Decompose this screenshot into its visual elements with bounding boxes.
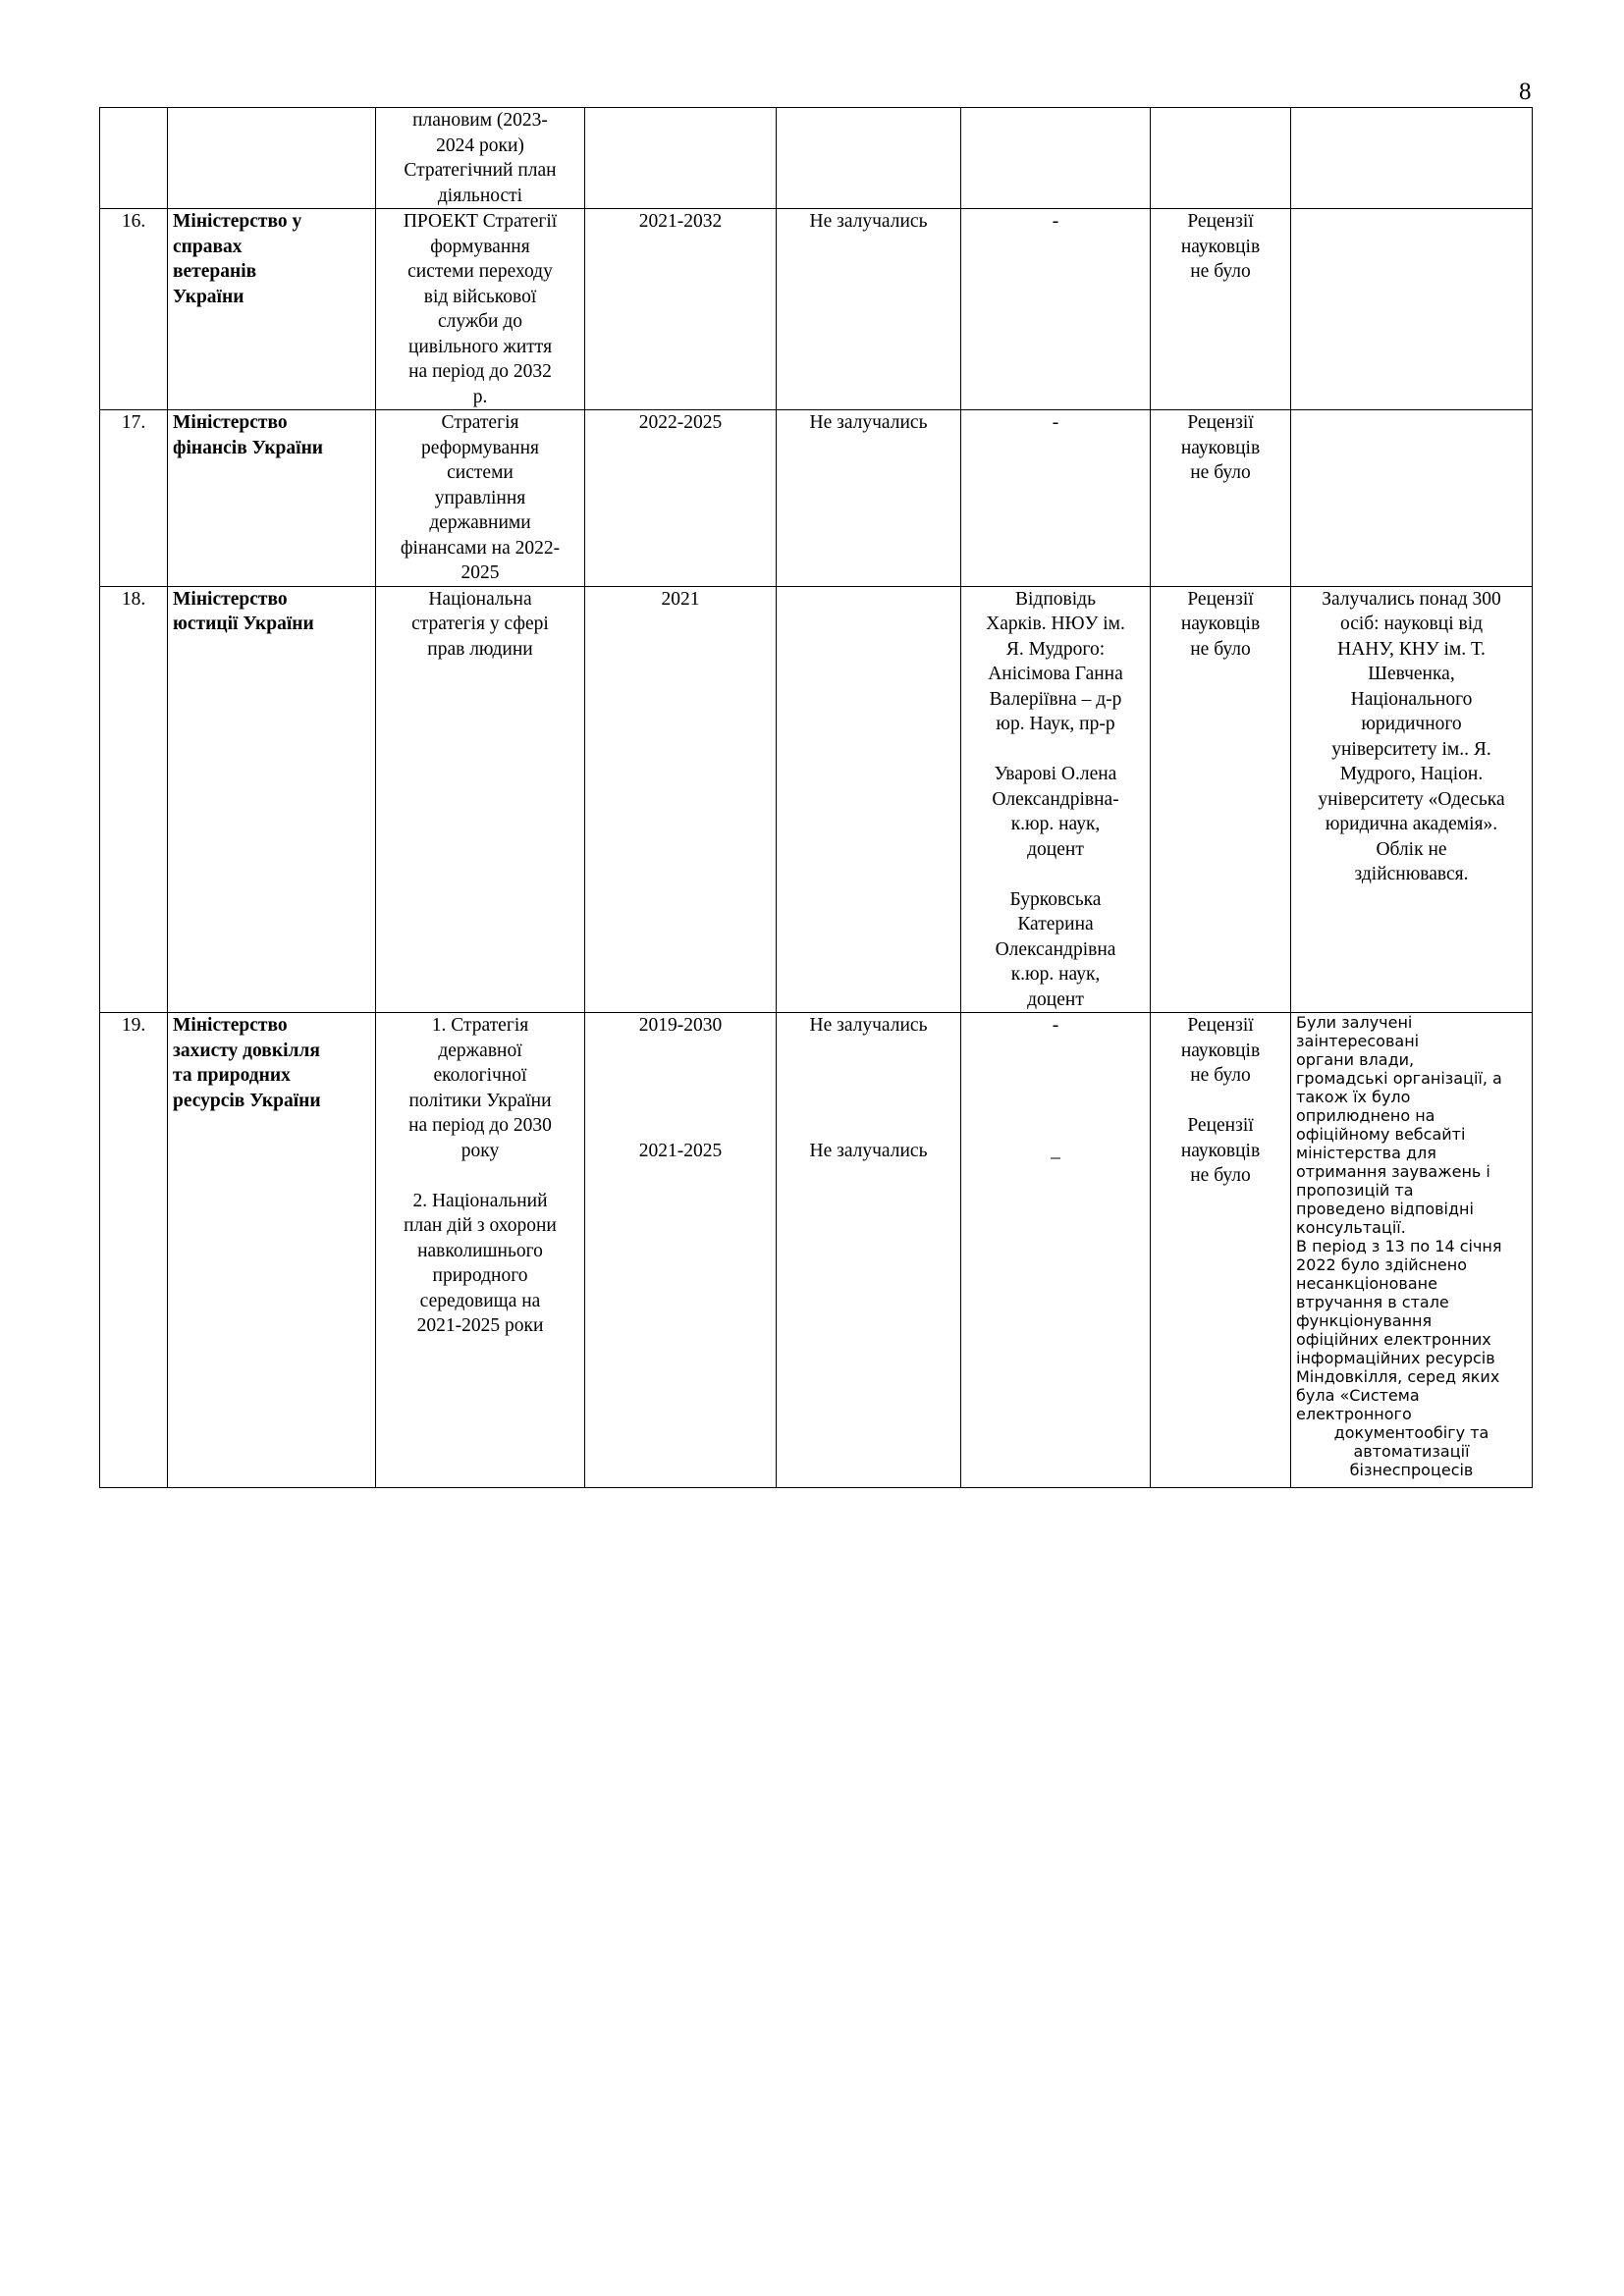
reviewers-status bbox=[1151, 108, 1291, 209]
table-row bbox=[100, 1013, 1533, 1488]
row-number: 17. bbox=[100, 410, 168, 587]
involvement bbox=[777, 108, 961, 209]
involvement: Не залучались bbox=[777, 209, 961, 410]
row-number bbox=[100, 108, 168, 209]
review-response: - bbox=[961, 410, 1151, 587]
ministry-name: Міністерство у справах ветеранів України bbox=[168, 209, 376, 410]
row-number: 18. bbox=[100, 586, 168, 1013]
ministry-name: Міністерство захисту довкілля та природних ресурсів України bbox=[168, 1013, 376, 1488]
review-response: Відповідь Харків. НЮУ ім. Я. Мудрого: Анісімова Ганна Валеріївна – д-р юр. Наук, пр-р Уварові О.лена Олександрівна- к.юр. наук, доцент Бурковська Катерина Олександрівна к.юр. наук, доцент bbox=[961, 586, 1151, 1013]
notes-text-continued: документообігу та автоматизації бізнеспроцесів bbox=[1333, 1423, 1489, 1479]
notes: Залучались понад 300 осіб: науковці від НАНУ, КНУ ім. Т. Шевченка, Національного юридичного університету ім.. Я. Мудрого, Націон. університету «Одеська юридична академія». Облік не здійснювався. bbox=[1291, 586, 1533, 1013]
table-row bbox=[100, 410, 1533, 587]
review-response bbox=[961, 108, 1151, 209]
strategy-document: плановим (2023- 2024 роки) Стратегічний план діяльності bbox=[376, 108, 585, 209]
row-number: 16. bbox=[100, 209, 168, 410]
reviewers-status: Рецензії науковців не було bbox=[1151, 209, 1291, 410]
review-response: - bbox=[961, 209, 1151, 410]
period bbox=[585, 108, 777, 209]
ministry-name bbox=[168, 108, 376, 209]
ministry-name: Міністерство юстиції України bbox=[168, 586, 376, 1013]
reviewers-status: Рецензії науковців не було bbox=[1151, 410, 1291, 587]
strategy-document: 1. Стратегія державної екологічної політики України на період до 2030 року 2. Національний план дій з охорони навколишнього природного середовища на 2021-2025 роки bbox=[376, 1013, 585, 1488]
period: 2019-2030 2021-2025 bbox=[585, 1013, 777, 1488]
involvement bbox=[777, 586, 961, 1013]
ministry-name: Міністерство фінансів України bbox=[168, 410, 376, 587]
strategies-table bbox=[99, 107, 1533, 1488]
row-number: 19. bbox=[100, 1013, 168, 1488]
notes bbox=[1291, 209, 1533, 410]
period: 2021-2032 bbox=[585, 209, 777, 410]
notes bbox=[1291, 1013, 1533, 1488]
page-number: 8 bbox=[1519, 79, 1532, 105]
reviewers-status: Рецензії науковців не було Рецензії науковців не було bbox=[1151, 1013, 1291, 1488]
period: 2022-2025 bbox=[585, 410, 777, 587]
period: 2021 bbox=[585, 586, 777, 1013]
table-row bbox=[100, 209, 1533, 410]
reviewers-status: Рецензії науковців не було bbox=[1151, 586, 1291, 1013]
involvement: Не залучались Не залучались bbox=[777, 1013, 961, 1488]
table-row bbox=[100, 108, 1533, 209]
notes bbox=[1291, 108, 1533, 209]
table-row bbox=[100, 586, 1533, 1013]
notes bbox=[1291, 410, 1533, 587]
strategy-document: ПРОЕКТ Стратегії формування системи переходу від військової служби до цивільного життя на період до 2032 р. bbox=[376, 209, 585, 410]
strategy-document: Національна стратегія у сфері прав людини bbox=[376, 586, 585, 1013]
notes-text: Були залучені заінтересовані органи влади, громадські організації, а також їх було оприлюднено на офіційному вебсайті міністерства для отримання зауважень і пропозицій та проведено відповідні консультації. В період з 13 по 14 січня 2022 було здійснено несанкціоноване втручання в стале функціонування офіційних електронних інформаційних ресурсів Міндовкілля, серед яких була «Система електронного bbox=[1296, 1013, 1502, 1423]
review-response: - _ bbox=[961, 1013, 1151, 1488]
strategy-document: Стратегія реформування системи управління державними фінансами на 2022- 2025 bbox=[376, 410, 585, 587]
involvement: Не залучались bbox=[777, 410, 961, 587]
